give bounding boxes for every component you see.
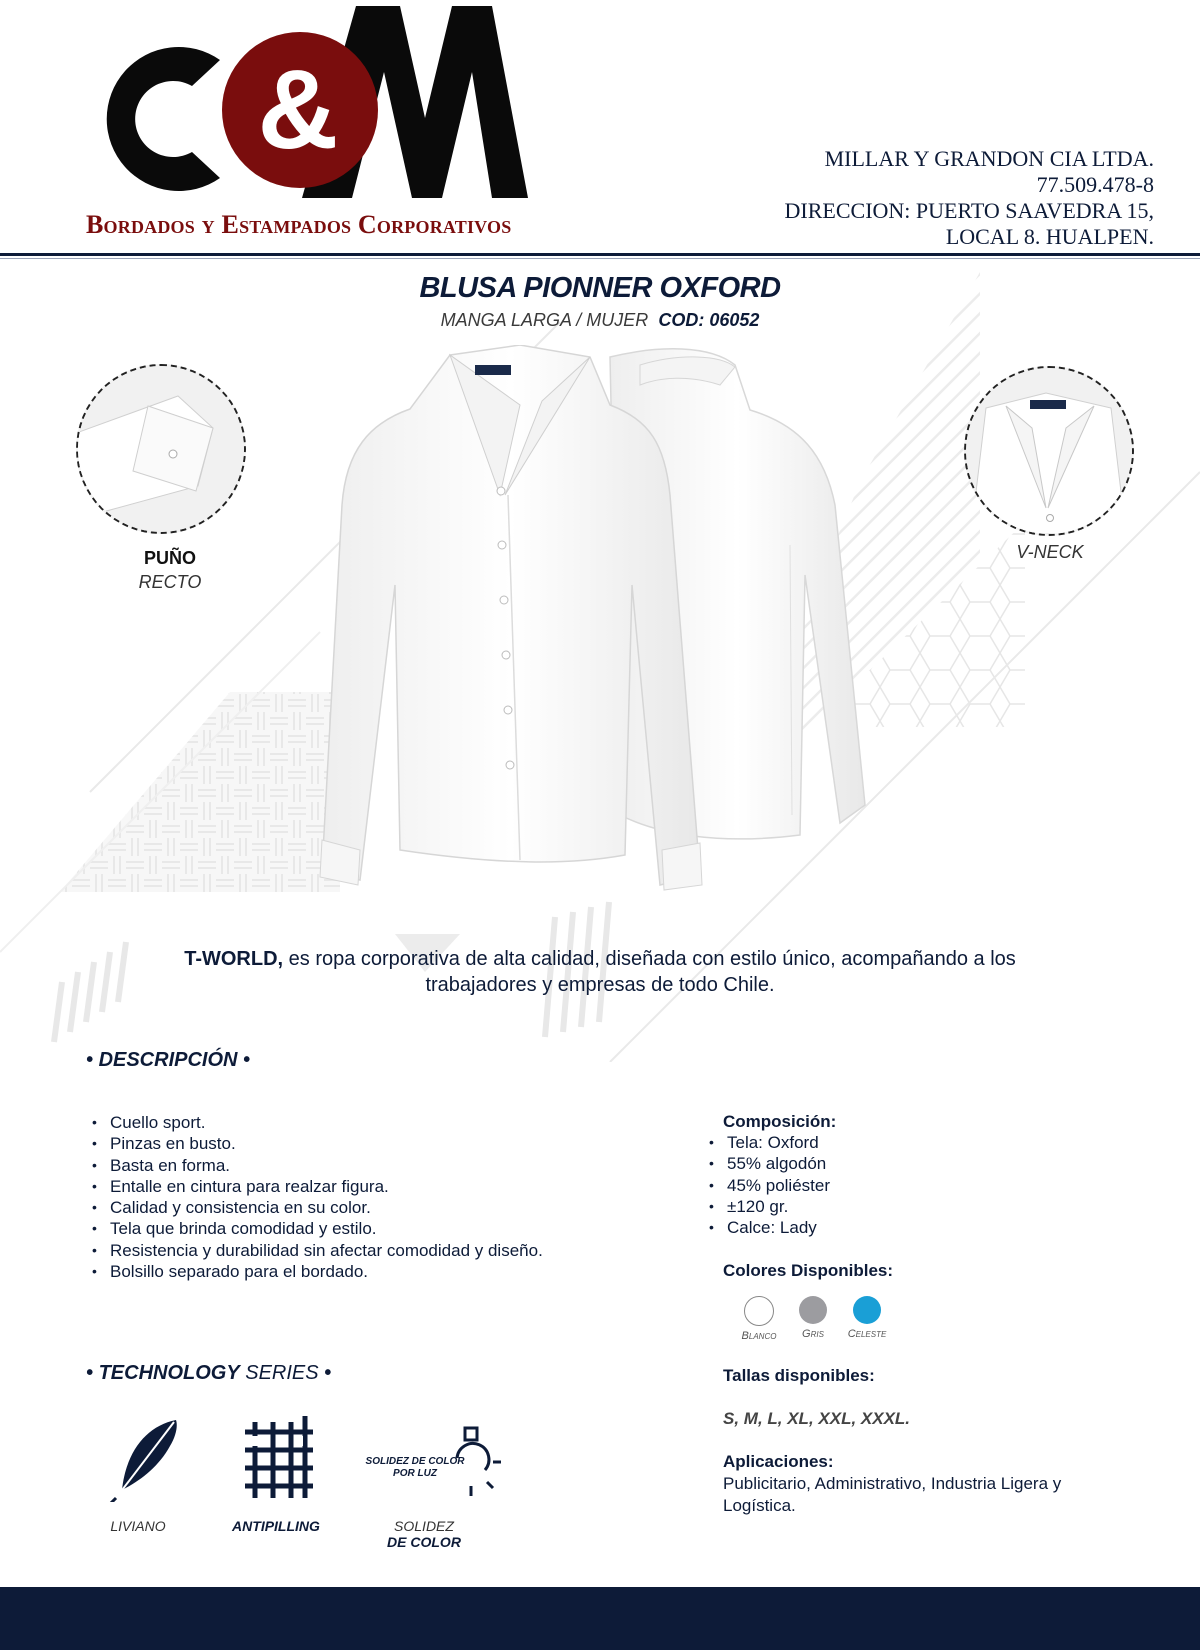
cuff-title: PUÑO — [143, 548, 196, 568]
sizes-heading: Tallas disponibles: — [723, 1366, 875, 1385]
list-item: • Entalle en cintura para realzar figura. — [88, 1176, 688, 1197]
product-subtitle — [0, 310, 1200, 331]
list-item: • Calidad y consistencia en su color. — [88, 1197, 688, 1218]
description-heading: • DESCRIPCIÓN • — [86, 1049, 251, 1071]
list-item: • ±120 gr. — [705, 1196, 1125, 1217]
list-item: • 55% algodón — [705, 1153, 1125, 1174]
description-list — [88, 1112, 688, 1282]
applications-heading: Aplicaciones: — [723, 1452, 834, 1471]
product-category: MANGA LARGA / MUJER — [440, 310, 649, 330]
color-swatch-gris[interactable]: Gris — [790, 1296, 836, 1342]
neck-detail-image — [964, 366, 1134, 536]
footer-bar — [0, 1587, 1200, 1650]
composition-heading: Composición: — [723, 1112, 837, 1131]
intro-brand: T-WORLD, — [184, 948, 284, 970]
company-address: DIRECCION: PUERTO SAAVEDRA 15, — [784, 198, 1154, 223]
color-swatch-celeste[interactable]: Celeste — [844, 1296, 890, 1342]
svg-text:POR LUZ: POR LUZ — [393, 1468, 437, 1479]
color-fastness-icon — [365, 1412, 505, 1502]
list-item: • Tela que brinda comodidad y estilo. — [88, 1218, 688, 1239]
colors-heading: Colores Disponibles: — [723, 1261, 894, 1280]
tech-label-antipilling: ANTIPILLING — [232, 1518, 320, 1534]
brand-tagline: Bordados y Estampados Corporativos — [86, 210, 512, 239]
product-image-blouse — [280, 345, 920, 945]
header-divider-thin — [0, 258, 1200, 259]
applications-value: Publicitario, Administrativo, Industria Ligera y Logística. — [723, 1474, 1062, 1515]
list-item: • Cuello sport. — [88, 1112, 688, 1133]
antipilling-icon — [225, 1412, 335, 1502]
list-item: • Pinzas en busto. — [88, 1133, 688, 1154]
intro-body: es ropa corporativa de alta calidad, diseñada con estilo único, acompañando a los trabajadores y empresas de todo Chile. — [283, 948, 1016, 996]
technology-heading: • TECHNOLOGY SERIES • — [86, 1362, 332, 1384]
cuff-subtitle: RECTO — [138, 572, 202, 592]
neck-label: V-NECK — [1016, 542, 1084, 562]
company-info — [785, 146, 1154, 250]
list-item: • Calce: Lady — [705, 1217, 1125, 1238]
color-swatches — [736, 1296, 890, 1342]
tech-label-liviano: LIVIANO — [110, 1518, 166, 1534]
product-title: BLUSA PIONNER OXFORD — [419, 272, 781, 304]
company-name: MILLAR Y GRANDON CIA LTDA. — [824, 146, 1154, 171]
composition-block — [705, 1112, 1125, 1238]
header-divider — [0, 253, 1200, 256]
color-dot — [853, 1296, 881, 1324]
color-dot — [744, 1296, 774, 1326]
svg-text:&: & — [257, 47, 339, 172]
composition-list — [705, 1132, 1125, 1238]
list-item: • Basta en forma. — [88, 1155, 688, 1176]
color-swatch-blanco[interactable]: Blanco — [736, 1296, 782, 1342]
list-item: • Tela: Oxford — [705, 1132, 1125, 1153]
list-item: • 45% poliéster — [705, 1175, 1125, 1196]
cuff-detail-image — [76, 364, 246, 534]
product-code: COD: 06052 — [658, 310, 760, 330]
sizes-value: S, M, L, XL, XXL, XXXL. — [723, 1409, 911, 1428]
list-item: • Resistencia y durabilidad sin afectar comodidad y diseño. — [88, 1240, 688, 1261]
tech-label-solidez: SOLIDEZ DE COLOR — [387, 1518, 461, 1550]
intro-text — [140, 946, 1060, 998]
company-rut: 77.509.478-8 — [1036, 172, 1154, 197]
company-address-2: LOCAL 8. HUALPEN. — [945, 224, 1154, 249]
svg-text:SOLIDEZ DE COLOR: SOLIDEZ DE COLOR — [365, 1456, 465, 1467]
list-item: • Bolsillo separado para el bordado. — [88, 1261, 688, 1282]
color-dot — [799, 1296, 827, 1324]
feather-icon — [86, 1412, 196, 1502]
